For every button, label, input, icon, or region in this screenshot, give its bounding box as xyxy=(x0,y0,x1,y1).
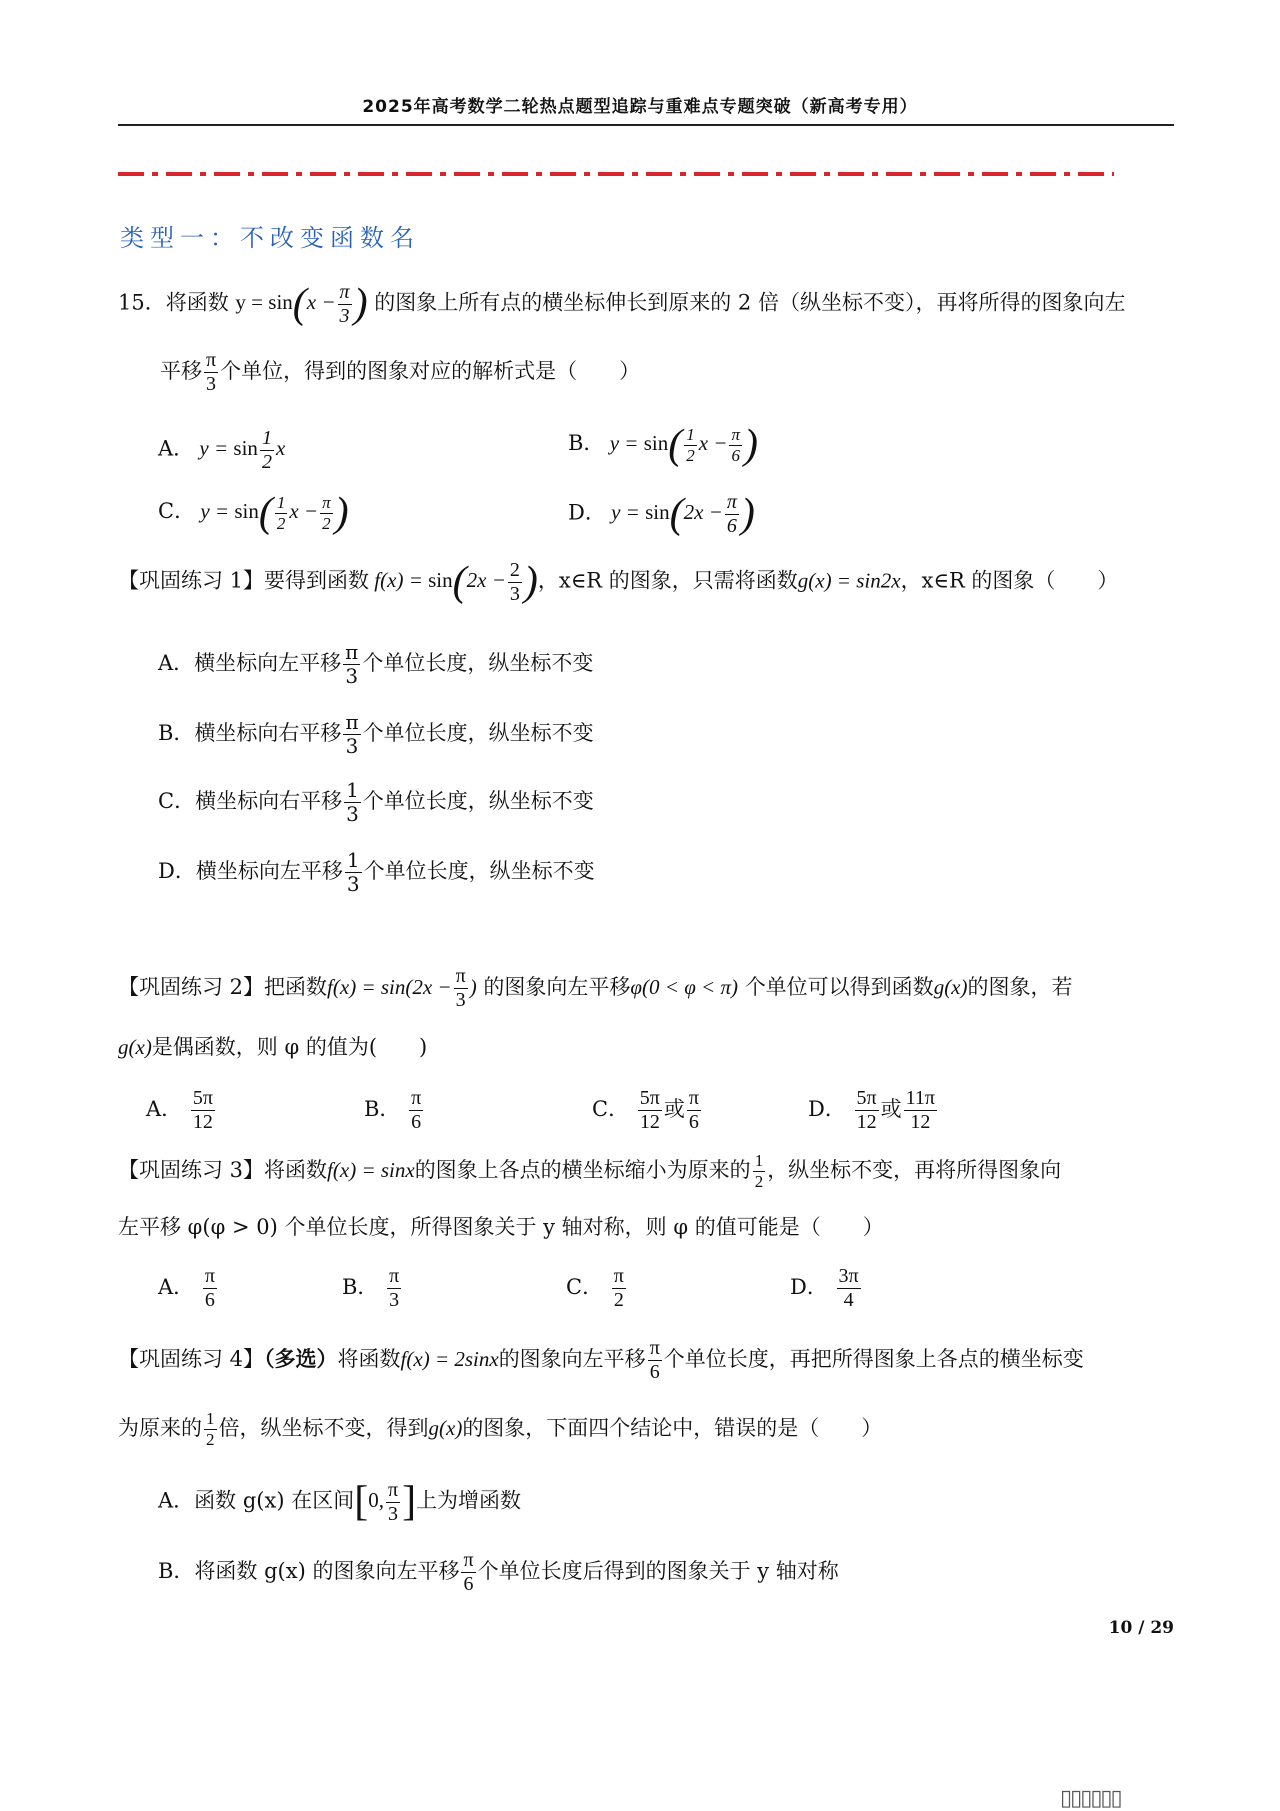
q15-option-d[interactable]: D． y = sin(2x − $\frac{\pi}{6}$ ) xyxy=(568,491,755,538)
p3-option-d[interactable]: D． $\frac{3\pi}{4}$ xyxy=(790,1265,859,1311)
p2-stem-line1: 【巩固练习 2】把函数f(x) = sin(2x − $\frac{\pi}{3}$ ) 的图象向左平移φ(0 < φ < π) 个单位可以得到函数g(x)的图象，若 xyxy=(118,965,1073,1011)
p1-stem: 【巩固练习 1】要得到函数 f(x) = sin(2x − $\frac{2}{3}$ )，x∈R 的图象，只需将函数g(x) = sin2x，x∈R 的图象（ ） xyxy=(118,559,1119,606)
watermark-logo: ▯▯▯▯▯▯ xyxy=(1060,1786,1121,1811)
p3-option-b[interactable]: B． $\frac{\pi}{3}$ xyxy=(342,1265,400,1311)
p2-option-b[interactable]: B． $\frac{\pi}{6}$ xyxy=(364,1087,422,1133)
p3-option-a[interactable]: A． $\frac{\pi}{6}$ xyxy=(158,1265,215,1311)
p3-option-c[interactable]: C． $\frac{\pi}{2}$ xyxy=(566,1265,624,1311)
p2-stem-line2: g(x)是偶函数，则 φ 的值为( ) xyxy=(118,1035,428,1059)
p4-stem-line1: 【巩固练习 4】（多选）将函数f(x) = 2sinx的图象向左平移 $\frac{\pi}{6}$ 个单位长度，再把所得图象上各点的横坐标变 xyxy=(118,1337,1084,1383)
section-title: 类型一：不改变函数名 xyxy=(120,224,420,252)
q15-number: 15．将函数 xyxy=(118,290,229,315)
p4-option-a[interactable]: A．函数 g(x) 在区间[0, $\frac{\pi}{3}$ ]上为增函数 xyxy=(158,1479,522,1526)
q15-option-b[interactable]: B． y = sin( $\frac{1}{2}$ x − $\frac{\pi}{6}$ ) xyxy=(568,422,758,468)
p4-option-b[interactable]: B．将函数 g(x) 的图象向左平移 $\frac{\pi}{6}$ 个单位长度后得到的图象关于 y 轴对称 xyxy=(158,1549,839,1595)
p2-option-c[interactable]: C． $\frac{5\pi}{12}$ 或 $\frac{\pi}{6}$ xyxy=(592,1087,699,1133)
p1-option-d[interactable]: D．横坐标向左平移 $\frac{1}{3}$ 个单位长度，纵坐标不变 xyxy=(158,848,595,896)
q15-option-c[interactable]: C． y = sin( $\frac{1}{2}$ x − $\frac{\pi}{2}$ ) xyxy=(158,490,349,536)
p2-option-d[interactable]: D． $\frac{5\pi}{12}$ 或 $\frac{11\pi}{12}$ xyxy=(808,1087,935,1133)
page-number: 10 / 29 xyxy=(1108,1618,1174,1638)
p3-stem-line2: 左平移 φ(φ > 0) 个单位长度，所得图象关于 y 轴对称，则 φ 的值可能是（ ） xyxy=(118,1215,884,1239)
p3-stem-line1: 【巩固练习 3】将函数f(x) = sinx的图象上各点的横坐标缩小为原来的 $\frac{1}{2}$ ，纵坐标不变，再将所得图象向 xyxy=(118,1151,1062,1191)
p1-option-c[interactable]: C．横坐标向右平移 $\frac{1}{3}$ 个单位长度，纵坐标不变 xyxy=(158,778,594,826)
p1-option-b[interactable]: B．横坐标向右平移 $\frac{\pi}{3}$ 个单位长度，纵坐标不变 xyxy=(158,710,594,758)
q15-line1 xyxy=(118,282,1125,327)
q15-option-a[interactable]: A． y = sin $\frac{1}{2}$ x xyxy=(158,427,286,473)
q15-func: y = sin(x − $\frac{\pi}{3}$ ) xyxy=(235,281,368,328)
q15-text1: 的图象上所有点的横坐标伸长到原来的 2 倍（纵坐标不变），再将所得的图象向左 xyxy=(374,290,1126,315)
q15-line2: 平移 $\frac{\pi}{3}$ 个单位，得到的图象对应的解析式是（ ） xyxy=(160,349,641,395)
p1-option-a[interactable]: A．横坐标向左平移 $\frac{\pi}{3}$ 个单位长度，纵坐标不变 xyxy=(158,640,594,688)
p4-stem-line2: 为原来的 $\frac{1}{2}$ 倍，纵坐标不变，得到g(x)的图象，下面四个结论中，错误的是（ ） xyxy=(118,1409,883,1449)
document-header: 2025年高考数学二轮热点题型追踪与重难点专题突破（新高考专用） xyxy=(362,97,918,117)
p2-option-a[interactable]: A． $\frac{5\pi}{12}$ xyxy=(146,1087,213,1133)
header-rule xyxy=(118,124,1174,126)
decorative-dash-line xyxy=(118,172,1114,176)
